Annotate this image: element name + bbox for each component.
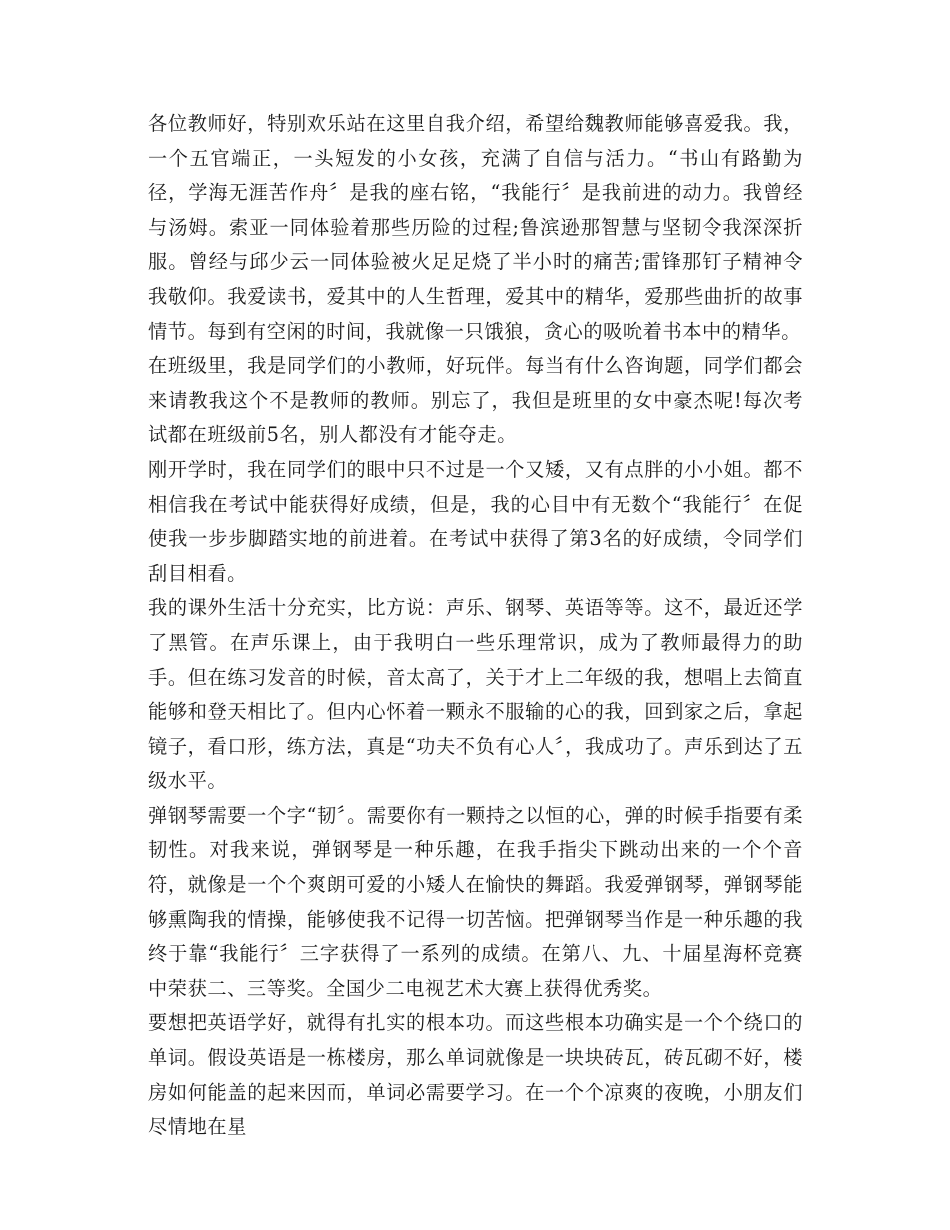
document-body: [148, 107, 803, 1145]
paragraph-piano: 弹钢琴需要一个字“韧〞。需要你有一颗持之以恒的心，弹的时候手指要有柔韧性。对我来说，弹钢琴是一种乐趣，在我手指尖下跳动出来的一个个音符，就像是一个个爽朗可爱的小矮人在愉快的舞蹈。我爱弹钢琴，弹钢琴能够熏陶我的情操，能够使我不记得一切苦恼。把弹钢琴当作是一种乐趣的我终于靠“我能行〞三字获得了一系列的成绩。在第八、九、十届星海杯竞赛中荣获二、三等奖。全国少二电视艺术大赛上获得优秀奖。: [148, 803, 803, 1000]
paragraph-school-start: 刚开学时，我在同学们的眼中只不过是一个又矮，又有点胖的小小姐。都不相信我在考试中能获得好成绩，但是，我的心目中有无数个“我能行〞在促使我一步步脚踏实地的前进着。在考试中获得了第3名的好成绩，令同学们刮目相看。: [148, 457, 803, 585]
paragraph-english: 要想把英语学好，就得有扎实的根本功。而这些根本功确实是一个个绕口的单词。假设英语是一栋楼房，那么单词就像是一块块砖瓦，砖瓦砌不好，楼房如何能盖的起来因而，单词必需要学习。在一个个凉爽的夜晚，小朋友们尽情地在星: [148, 1011, 803, 1139]
paragraph-extracurricular: 我的课外生活十分充实，比方说：声乐、钢琴、英语等等。这不，最近还学了黑管。在声乐课上，由于我明白一些乐理常识，成为了教师最得力的助手。但在练习发音的时候，音太高了，关于才上二年级的我，想唱上去简直能够和登天相比了。但内心怀着一颗永不服输的心的我，回到家之后，拿起镜子，看口形，练方法，真是“功夫不负有心人〞，我成功了。声乐到达了五级水平。: [148, 596, 803, 793]
paragraph-self-introduction: 各位教师好，特别欢乐站在这里自我介绍，希望给魏教师能够喜爱我。我，一个五官端正，一头短发的小女孩，充满了自信与活力。“书山有路勤为径，学海无涯苦作舟〞是我的座右铭，“我能行〞是我前进的动力。我曾经与汤姆。索亚一同体验着那些历险的过程;鲁滨逊那智慧与坚韧令我深深折服。曾经与邱少云一同体验被火足足烧了半小时的痛苦;雷锋那钉子精神令我敬仰。我爱读书，爱其中的人生哲理，爱其中的精华，爱那些曲折的故事情节。每到有空闲的时间，我就像一只饿狼，贪心的吸吮着书本中的精华。: [148, 112, 803, 343]
paragraph-class-life: 在班级里，我是同学们的小教师，好玩伴。每当有什么咨询题，同学们都会来请教我这个不是教师的教师。别忘了，我但是班里的女中豪杰呢!每次考试都在班级前5名，别人都没有才能夺走。: [148, 354, 803, 447]
